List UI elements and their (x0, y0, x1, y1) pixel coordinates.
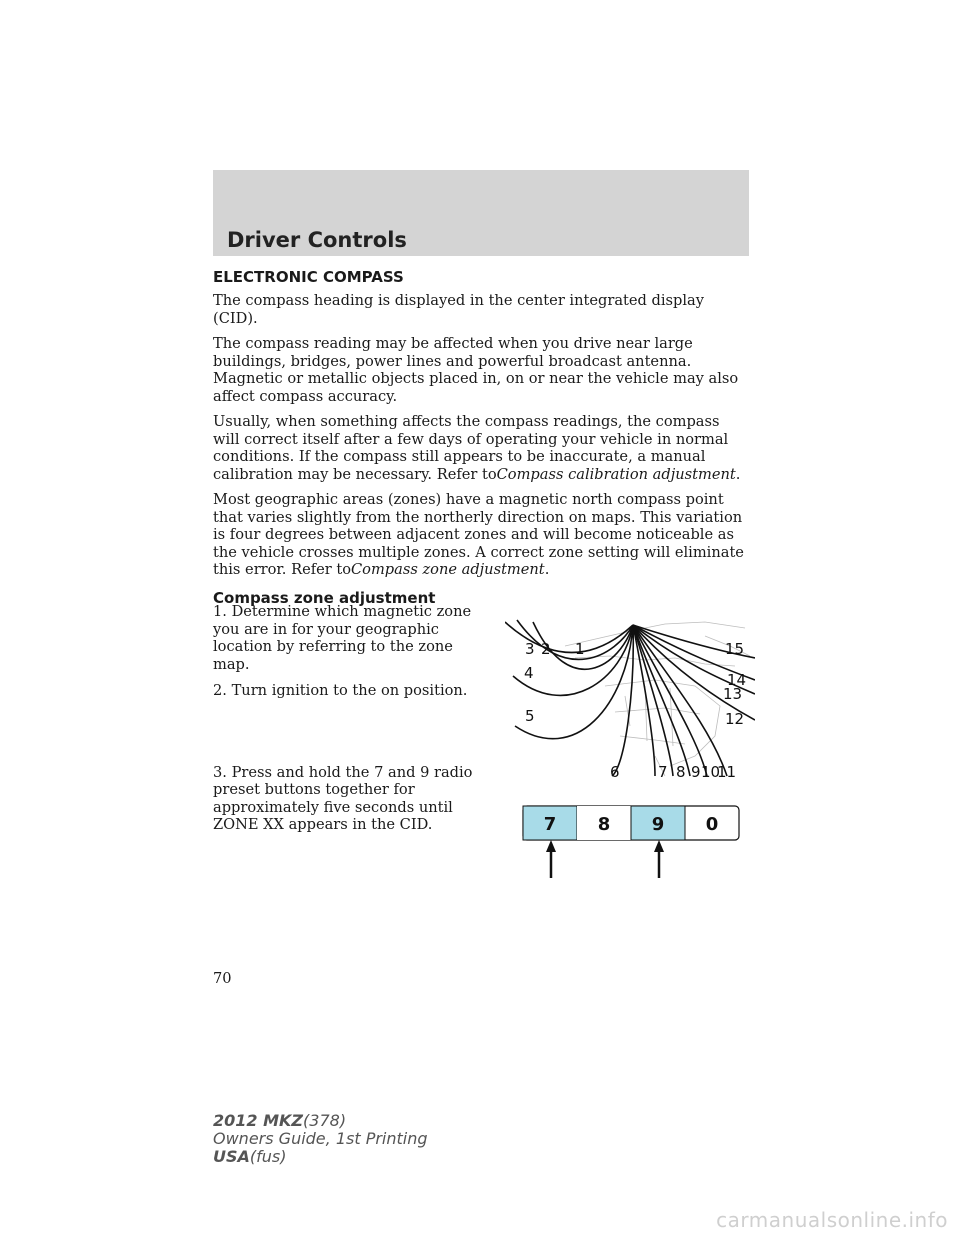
section-header-bar (213, 170, 749, 256)
zone-label-14: 14 (727, 671, 747, 689)
arrow-up-9-head (654, 840, 664, 852)
zone-label-5: 5 (525, 707, 535, 725)
zone-label-13: 13 (723, 685, 743, 703)
step-3: 3. Press and hold the 7 and 9 radio preset buttons together for approximately five seconds until ZONE XX appears in the CID. (213, 763, 473, 833)
preset-label-8: 8 (597, 814, 611, 835)
preset-label-9: 9 (651, 814, 665, 835)
zone-label-11: 11 (717, 763, 737, 781)
step-2: 2. Turn ignition to the on position. (213, 682, 468, 699)
page-number: 70 (213, 970, 232, 987)
zone-label-9: 9 (691, 763, 701, 781)
zone-label-1: 1 (575, 640, 585, 658)
press-arrows (546, 840, 664, 878)
zone-label-4: 4 (524, 664, 534, 682)
footer-line-3 (213, 1148, 428, 1166)
paragraph-cid: The compass heading is displayed in the center integrated display (CID). (213, 292, 704, 327)
paragraph-interference: The compass reading may be affected when you drive near large buildings, bridges, power lines and powerful broadcast antenna. Magnetic or metallic objects placed in, on or near the vehicle may also affect compass accuracy. (213, 335, 739, 405)
footer-model: 2012 MKZ (213, 1111, 304, 1130)
preset-buttons-svg (515, 802, 745, 882)
preset-label-7: 7 (543, 814, 557, 835)
zone-label-3: 3 (525, 640, 535, 658)
arrow-up-7-head (546, 840, 556, 852)
zone-label-7: 7 (658, 763, 668, 781)
zone-map (505, 616, 755, 784)
section-title: Driver Controls (227, 228, 407, 252)
paragraph-zones (213, 491, 749, 579)
footer-market: USA (213, 1147, 250, 1166)
heading-zone-adjustment: Compass zone adjustment (213, 588, 436, 607)
paragraph-calibration-text: Usually, when something affects the compass readings, the compass will correct itself after a few days of operating your vehicle in normal conditions. If the compass still appears to be inaccurate, a manual calibration may be necessary. Refer to (213, 413, 729, 483)
preset-buttons-diagram (515, 802, 745, 882)
heading-electronic-compass: ELECTRONIC COMPASS (213, 268, 404, 286)
paragraph-zones-end: . (544, 561, 550, 578)
zone-label-8: 8 (676, 763, 686, 781)
footer-line-2: Owners Guide, 1st Printing (213, 1129, 428, 1148)
watermark: carmanualsonline.info (716, 1208, 948, 1232)
preset-label-0: 0 (705, 814, 719, 835)
footer-line-1 (213, 1112, 428, 1130)
footer-imprint (213, 1112, 428, 1166)
footer-market-code: (fus) (249, 1147, 287, 1166)
paragraph-zones-text: Most geographic areas (zones) have a magnetic north compass point that varies slightly from the northerly direction on maps. This variation is four degrees between adjacent zones and will become noticeable as the vehicle crosses multiple zones. A correct zone setting will eliminate this error. Refer to (213, 491, 744, 578)
paragraph-calibration-end: . (735, 465, 741, 483)
zone-label-15: 15 (725, 640, 745, 658)
main-content (213, 268, 749, 613)
zone-map-svg (505, 616, 755, 784)
step-1: 1. Determine which magnetic zone you are in for your geographic location by referring to the zone map. (213, 603, 472, 673)
paragraph-calibration (213, 413, 749, 483)
zone-label-10: 10 (701, 763, 721, 781)
link-compass-zone: Compass zone adjustment (351, 561, 545, 578)
steps-list (213, 603, 473, 843)
zone-label-12: 12 (725, 710, 745, 728)
link-compass-calibration: Compass calibration adjustment (496, 465, 736, 483)
zone-label-6: 6 (610, 763, 620, 781)
zone-label-2: 2 (541, 640, 551, 658)
footer-model-code: (378) (303, 1111, 347, 1130)
